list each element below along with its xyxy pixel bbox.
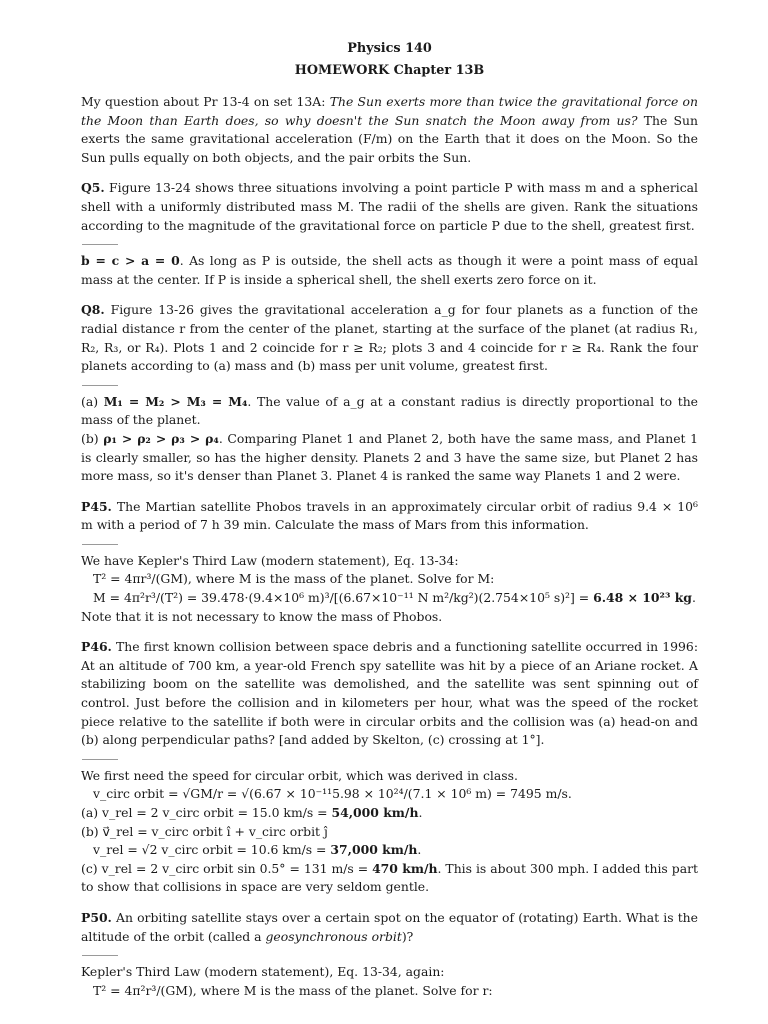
course-title: Physics 140 (347, 41, 432, 56)
p46-line1: We first need the speed for circular orbit, which was derived in class. (81, 767, 518, 783)
p46-line4: (b) v⃗_rel = v_circ orbit î + v_circ orbit ĵ (81, 823, 328, 839)
p45-label: P45. (81, 498, 112, 514)
q8-answer-b-bold: ρ₁ > ρ₂ > ρ₃ > ρ₄ (103, 430, 219, 446)
p46-line6-lead: (c) v_rel = 2 v_circ orbit sin 0.5° = 131 m/s = (81, 860, 373, 876)
p46-line5-end: . (417, 842, 422, 858)
p46-line2: v_circ orbit = √GM/r = √(6.67 × 10⁻¹¹5.98 × 10²⁴/(7.1 × 10⁶ m) = 7495 m/s. (93, 786, 572, 802)
q8-answer-a-text: . The value of a_g at a constant radius is directly proportional to the mass of the planet. (81, 393, 699, 428)
p45-result: 6.48 × 10²³ kg (593, 590, 692, 606)
answer-divider (82, 955, 118, 956)
p50-text-italic: geosynchronous orbit (265, 928, 402, 944)
intro-quote: The Sun exerts more than twice the gravitational force on the Moon than Earth does, so why doesn't the Sun snatch the Moon away from us? (81, 94, 698, 128)
q5-answer-text: . As long as P is outside, the shell acts as though it were a point mass of equal mass at the center. If P is inside a spherical shell, the shell exerts zero force on it. (81, 253, 699, 287)
p45-line3-end: . (691, 590, 696, 606)
q5-label: Q5. (81, 180, 105, 196)
q8-text: Figure 13-26 gives the gravitational acceleration a_g for four planets as a function of the radial distance r from the center of the planet, starting at the surface of the planet (at radius R₁, R₂, R₃, or R₄). Plots 1 and 2 coincide for r ≥ R₂; plots 3 and 4 coincide for r ≥ R₄. Rank the four planets according to (a) mass and (b) mass per unit volume, greatest first. (81, 302, 698, 374)
p45-line3 (81, 589, 698, 608)
p46-question (81, 638, 698, 750)
p45-equation: M = 4π²r³/(T²) = 39.478·(9.4×10⁶ m)³/[(6.67×10⁻¹¹ N m²/kg²)(2.754×10⁵ s)²] = (93, 590, 594, 606)
p45-line2: T² = 4πr³/(GM), where M is the mass of the planet. Solve for M: (93, 571, 495, 587)
intro-lead: My question about Pr 13-4 on set 13A: (81, 94, 330, 109)
p50-line1: Kepler's Third Law (modern statement), Eq. 13-34, again: (81, 964, 445, 980)
p46-line5-lead: v_rel = √2 v_circ orbit = 10.6 km/s = (93, 842, 331, 858)
p50-question (81, 909, 698, 946)
p46-line6 (81, 860, 698, 897)
p46-line3-lead: (a) v_rel = 2 v_circ orbit = 15.0 km/s = (81, 805, 332, 820)
p46-line5-bold: 37,000 km/h (330, 842, 418, 858)
p50-text-b: )? (401, 928, 414, 944)
q8-answer-a (81, 393, 698, 430)
p50-label: P50. (81, 909, 112, 925)
q8-answer-b (81, 430, 698, 486)
p46-line6-end: . This is about 300 mph. I added this part to show that collisions in space are very seldom gentle. (81, 860, 698, 895)
intro-paragraph (81, 93, 698, 167)
p46-text: The first known collision between space debris and a functioning satellite occurred in 1996: At an altitude of 700 km, a year-old French spy satellite was hit by a piece of an Ariane rocket. A stabilizing boom on the satellite was demolished, and the satellite was sent spinning out of control. Just before the collision and in kilometers per hour, what was the speed of the rocket piece relative to the satellite if both were in circular orbits and the collision was (a) head-on and (b) along perpendicular paths? [and added by Skelton, (c) crossing at 1°]. (81, 639, 698, 748)
assignment-title: HOMEWORK Chapter 13B (294, 62, 485, 78)
p46-label: P46. (81, 639, 112, 655)
q5-answer (81, 252, 698, 289)
p46-line3-bold: 54,000 km/h (331, 805, 419, 820)
q8-answer-b-lead: (b) (81, 430, 104, 446)
p50-text-a: An orbiting satellite stays over a certain spot on the equator of (rotating) Earth. What is the altitude of the orbit (called a (81, 909, 698, 944)
p45-question (81, 498, 698, 535)
p46-line3 (81, 804, 698, 823)
q8-answer-a-bold: M₁ = M₂ > M₃ = M₄ (103, 393, 248, 409)
q8-question (81, 301, 698, 375)
p45-line1: We have Kepler's Third Law (modern statement), Eq. 13-34: (81, 552, 459, 568)
answer-divider (82, 385, 118, 386)
p50-line2: T² = 4π²r³/(GM), where M is the mass of the planet. Solve for r: (93, 982, 493, 998)
answer-divider (82, 244, 118, 245)
intro-reply: The Sun exerts the same gravitational acceleration (F/m) on the Earth that it does on the Moon. So the Sun pulls equally on both objects, and the pair orbits the Sun. (81, 112, 698, 165)
p45-text: The Martian satellite Phobos travels in an approximately circular orbit of radius 9.4 × 10⁶ m with a period of 7 h 39 min. Calculate the mass of Mars from this information. (81, 498, 698, 533)
q5-text: Figure 13-24 shows three situations involving a point particle P with mass m and a spherical shell with a uniformly distributed mass M. The radii of the shells are given. Rank the situations according to the magnitude of the gravitational force on particle P due to the shell, greatest first. (81, 180, 698, 233)
p46-line6-bold: 470 km/h (372, 860, 438, 876)
answer-divider (82, 759, 118, 760)
q8-label: Q8. (81, 302, 105, 318)
answer-divider (82, 544, 118, 545)
q8-answer-a-lead: (a) (81, 393, 104, 409)
q8-answer-b-text: . Comparing Planet 1 and Planet 2, both have the same mass, and Planet 1 is clearly smaller, so has the higher density. Planets 2 and 3 have the same size, but Planet 2 has more mass, so it's denser than Planet 3. Planet 4 is ranked the same way Planets 1 and 2 were. (81, 430, 698, 484)
p46-line3-end: . (418, 805, 423, 820)
p46-line5 (81, 841, 698, 860)
q5-question (81, 179, 698, 235)
p45-line4: Note that it is not necessary to know the mass of Phobos. (81, 608, 443, 624)
q5-answer-bold: b = c > a = 0 (81, 253, 180, 269)
